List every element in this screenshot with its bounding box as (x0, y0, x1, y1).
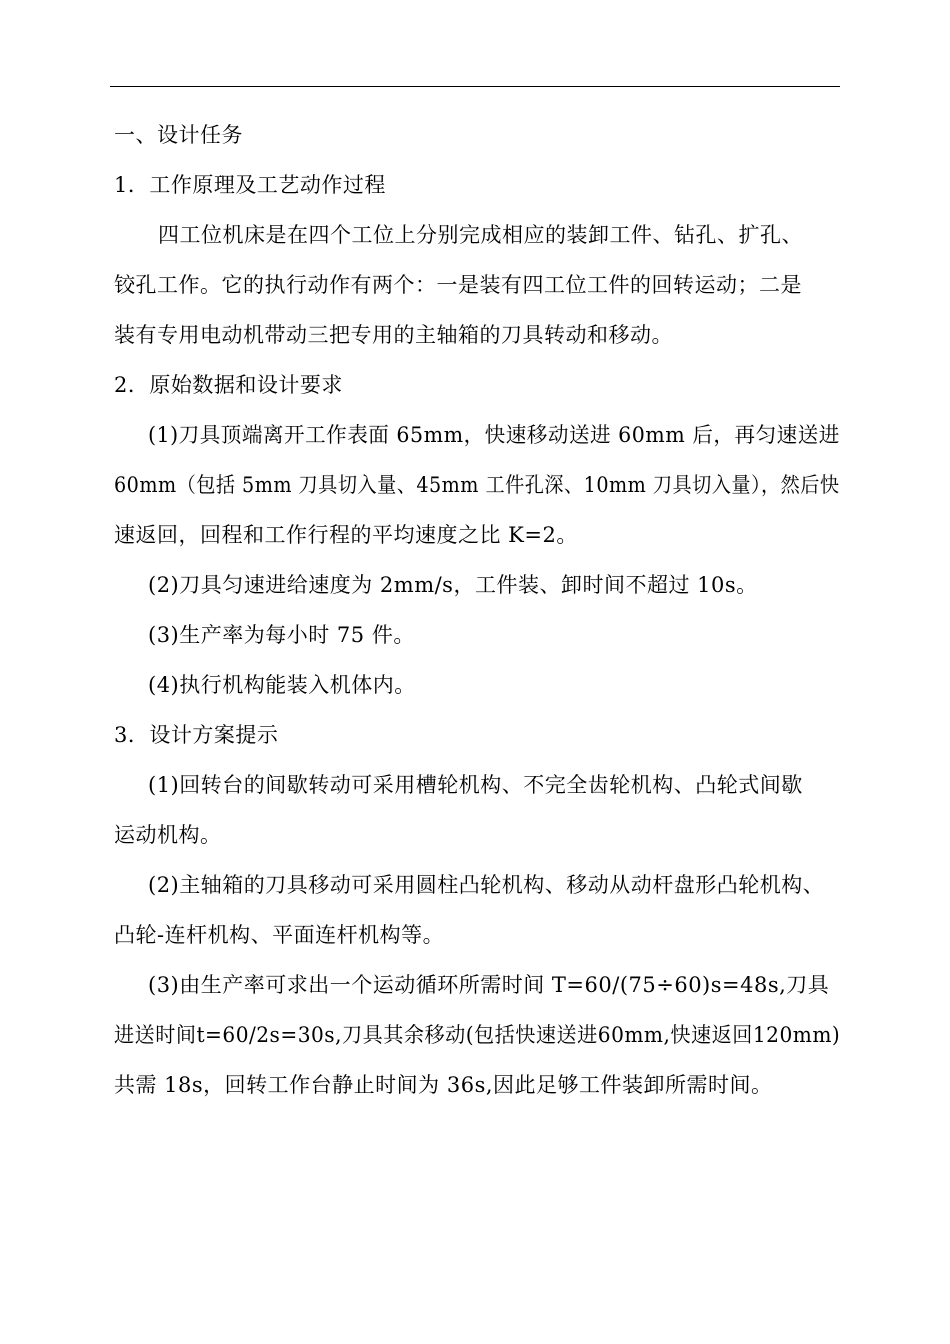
hint-item-2-line: 凸轮-连杆机构、平面连杆机构等。 (114, 923, 445, 947)
hint-item-1-line: (1)回转台的间歇转动可采用槽轮机构、不完全齿轮机构、凸轮式间歇 (148, 773, 803, 797)
hint-item-3-line: 共需 18s，回转工作台静止时间为 36s,因此足够工件装卸所需时间。 (114, 1073, 773, 1097)
hint-item-2-line: (2)主轴箱的刀具移动可采用圆柱凸轮机构、移动从动杆盘形凸轮机构、 (148, 873, 825, 897)
requirement-item-4: (4)执行机构能装入机体内。 (148, 673, 416, 697)
section-title: 一、设计任务 (114, 123, 243, 147)
requirement-item-1-line: 60mm（包括 5mm 刀具切入量、45mm 工件孔深、10mm 刀具切入量），然后快 (114, 473, 840, 497)
document-body (114, 110, 840, 1110)
subsection-title-1: 1．工作原理及工艺动作过程 (114, 173, 386, 197)
paragraph-line: 铰孔工作。它的执行动作有两个：一是装有四工位工件的回转运动；二是 (114, 273, 802, 297)
header-rule (110, 86, 840, 87)
hint-item-1-line: 运动机构。 (114, 823, 222, 847)
requirement-item-3: (3)生产率为每小时 75 件。 (148, 623, 415, 647)
requirement-item-2: (2)刀具匀速进给速度为 2mm/s，工件装、卸时间不超过 10s。 (148, 573, 758, 597)
requirement-item-1-line: (1)刀具顶端离开工作表面 65mm，快速移动送进 60mm 后，再匀速送进 (148, 423, 840, 447)
paragraph-line: 装有专用电动机带动三把专用的主轴箱的刀具转动和移动。 (114, 323, 673, 347)
hint-item-3-line: (3)由生产率可求出一个运动循环所需时间 T=60/(75÷60)s=48s,刀具 (148, 973, 830, 997)
subsection-title-3: 3．设计方案提示 (114, 723, 279, 747)
requirement-item-1-line: 速返回，回程和工作行程的平均速度之比 K=2。 (114, 523, 578, 547)
subsection-title-2: 2．原始数据和设计要求 (114, 373, 343, 397)
paragraph-line: 四工位机床是在四个工位上分别完成相应的装卸工件、钻孔、扩孔、 (158, 223, 803, 247)
hint-item-3-line: 进送时间t=60/2s=30s,刀具其余移动(包括快速送进60mm,快速返回120mm) (114, 1023, 841, 1047)
